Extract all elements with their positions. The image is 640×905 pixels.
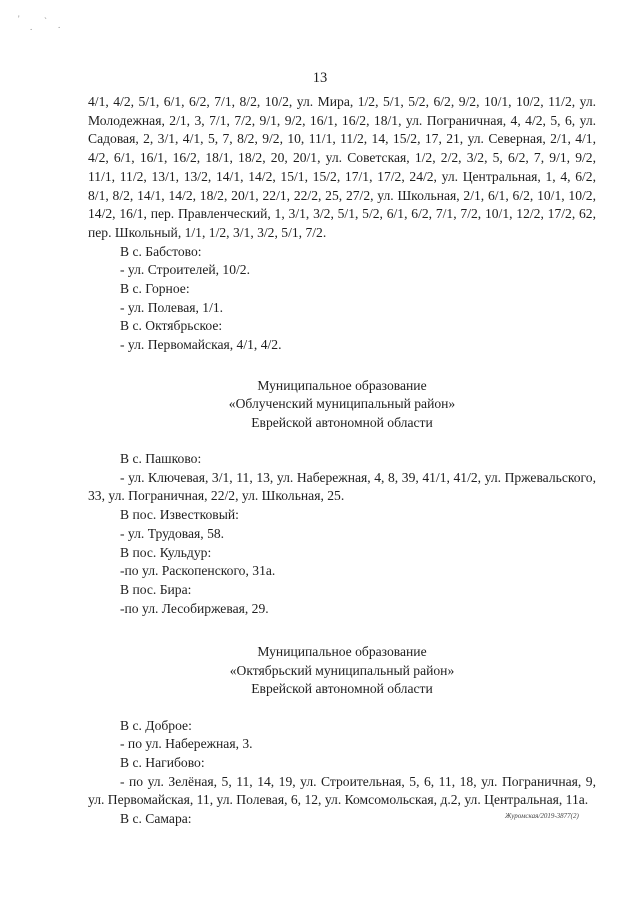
document-footer-code: Журомская/2019-3877(2) bbox=[505, 812, 579, 820]
heading-line: «Облученский муниципальный район» bbox=[228, 396, 456, 412]
locality-heading: В с. Горное: bbox=[120, 281, 190, 297]
locality-heading: В пос. Кульдур: bbox=[120, 544, 212, 560]
address-line: - ул. Ключевая, 3/1, 11, 13, ул. Набережная, 4, 8, 39, 41/1, 41/2, ул. Пржевальского, 33, ул. Пограничная, 22/2, ул. Школьная, 25. bbox=[88, 469, 596, 504]
village-block-babstovo bbox=[88, 243, 596, 280]
heading-line: Муниципальное образование bbox=[257, 644, 427, 660]
scan-speck: . bbox=[30, 22, 33, 32]
address-line: - ул. Первомайская, 4/1, 4/2. bbox=[120, 337, 282, 353]
scan-speck: ` bbox=[44, 16, 47, 26]
heading-line: «Октябрьский муниципальный район» bbox=[229, 662, 455, 678]
scan-speck: ' bbox=[18, 14, 20, 24]
locality-heading: В с. Доброе: bbox=[120, 717, 192, 733]
heading-line: Еврейской автономной области bbox=[251, 681, 433, 697]
village-block-gornoe bbox=[88, 280, 596, 317]
address-line: - ул. Полевая, 1/1. bbox=[120, 299, 224, 315]
page-number: 13 bbox=[312, 70, 328, 86]
address-line: - по ул. Набережная, 3. bbox=[120, 736, 253, 752]
heading-line: Еврейской автономной области bbox=[251, 414, 433, 430]
locality-heading: В с. Бабстово: bbox=[120, 243, 202, 259]
locality-heading: В пос. Бира: bbox=[120, 581, 192, 597]
address-line: - ул. Строителей, 10/2. bbox=[120, 262, 250, 278]
address-line: -по ул. Раскопенского, 31а. bbox=[120, 563, 276, 579]
scan-speck: . bbox=[58, 20, 61, 30]
address-line: - по ул. Зелёная, 5, 11, 14, 19, ул. Строительная, 5, 6, 11, 18, ул. Пограничная, 9, ул. Первомайская, 11, ул. Полевая, 6, 12, ул. Комсомольская, д.2, ул. Центральная, 11а. bbox=[88, 773, 596, 808]
locality-heading: В с. Нагибово: bbox=[120, 755, 205, 771]
locality-heading: В с. Пашково: bbox=[120, 451, 202, 467]
locality-heading: В пос. Известковый: bbox=[120, 507, 239, 523]
address-line: - ул. Трудовая, 58. bbox=[120, 525, 225, 541]
village-block-oktyabrskoe bbox=[88, 317, 596, 354]
locality-heading: В с. Октябрьское: bbox=[120, 318, 223, 334]
section-heading-oktyabrsky bbox=[88, 643, 596, 698]
address-list-paragraph: 4/1, 4/2, 5/1, 6/1, 6/2, 7/1, 8/2, 10/2, ул. Мира, 1/2, 5/1, 5/2, 6/2, 9/2, 10/1, 10/2, 11/2, ул. Молодежная, 2/1, 3, 7/1, 7/2, 9/1, 9/2, 16/1, 16/2, 18/1, ул. Пограничная, 4, 4/2, 5, 6, ул. Садовая, 2, 3/1, 4/1, 5, 7, 8/2, 9/2, 10, 11/1, 11/2, 14, 15/2, 17, 21, ул. Северная, 2/1, 4/1, 4/2, 6/1, 16/1, 16/2, 18/1, 18/2, 20, 20/1, ул. Советская, 1/2, 2/2, 3/2, 5, 6/2, 7, 9/1, 9/2, 11/1, 11/2, 13/1, 13/2, 14/1, 14/2, 15/1, 15/2, 17/1, 17/2, 24/2, ул. Центральная, 1, 4, 6/2, 8/1, 8/2, 14/1, 14/2, 18/2, 20/1, 22/1, 22/2, 25, 27/2, ул. Школьная, 2/1, 6/1, 6/2, 10/1, 10/2, 14/2, 16/1, пер. Правленческий, 1, 3/1, 3/2, 5/1, 5/2, 6/1, 6/2, 7/1, 7/2, 10/1, 12/2, 17/2, 62, пер. Школьный, 1/1, 1/2, 3/1, 3/2, 5/1, 7/2. bbox=[88, 94, 596, 240]
heading-line: Муниципальное образование bbox=[257, 377, 427, 393]
address-line: -по ул. Лесобиржевая, 29. bbox=[120, 600, 269, 616]
section-heading-obluchensky bbox=[88, 377, 596, 432]
document-body bbox=[88, 93, 596, 829]
locality-heading: В с. Самара: bbox=[120, 811, 192, 827]
